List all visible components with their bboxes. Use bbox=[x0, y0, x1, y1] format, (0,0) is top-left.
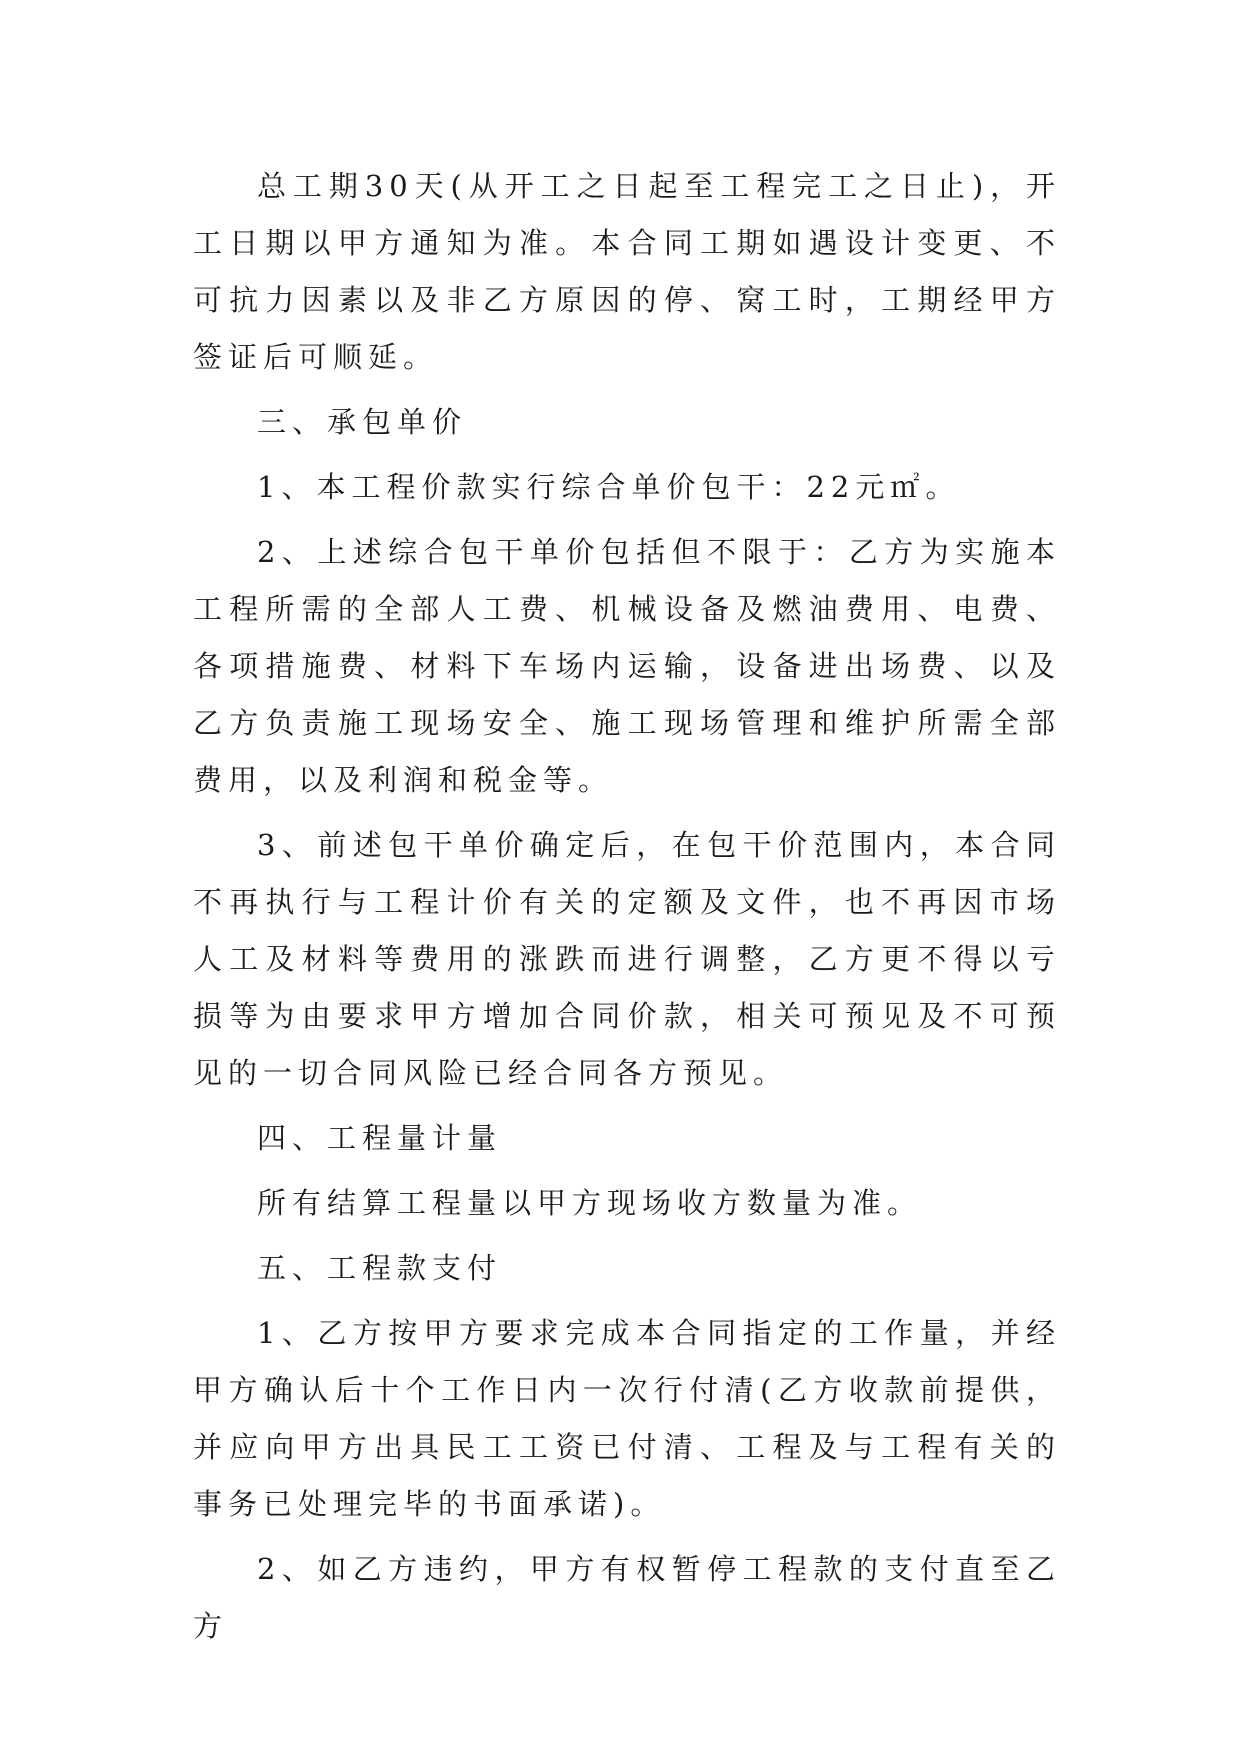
paragraph-payment-2: 2、如乙方违约，甲方有权暂停工程款的支付直至乙方 bbox=[193, 1552, 1061, 1643]
paragraph-unit-price-1: 1、本工程价款实行综合单价包干：22元㎡。 bbox=[257, 470, 961, 504]
paragraph-payment-1: 1、乙方按甲方要求完成本合同指定的工作量，并经甲方确认后十个工作日内一次行付清(乙方收款前提供，并应向甲方出具民工工资已付清、工程及与工程有关的事务已处理完毕的书面承诺)。 bbox=[193, 1316, 1061, 1521]
section-heading-unit-price: 三、承包单价 bbox=[257, 405, 468, 439]
section-heading-payment: 五、工程款支付 bbox=[257, 1251, 503, 1285]
section-heading-quantity: 四、工程量计量 bbox=[257, 1121, 503, 1155]
paragraph-unit-price-2: 2、上述综合包干单价包括但不限于：乙方为实施本工程所需的全部人工费、机械设备及燃油费用、电费、各项措施费、材料下车场内运输，设备进出场费、以及乙方负责施工现场安全、施工现场管理和维护所需全部费用，以及利润和税金等。 bbox=[193, 535, 1061, 797]
paragraph-quantity: 所有结算工程量以甲方现场收方数量为准。 bbox=[257, 1186, 923, 1220]
paragraph-unit-price-3: 3、前述包干单价确定后，在包干价范围内，本合同不再执行与工程计价有关的定额及文件，也不再因市场人工及材料等费用的涨跌而进行调整，乙方更不得以亏损等为由要求甲方增加合同价款，相关可预见及不可预见的一切合同风险已经合同各方预见。 bbox=[193, 828, 1061, 1090]
document-body bbox=[193, 158, 1061, 1663]
paragraph-construction-period: 总工期30天(从开工之日起至工程完工之日止)，开工日期以甲方通知为准。本合同工期如遇设计变更、不可抗力因素以及非乙方原因的停、窝工时，工期经甲方签证后可顺延。 bbox=[193, 169, 1061, 374]
